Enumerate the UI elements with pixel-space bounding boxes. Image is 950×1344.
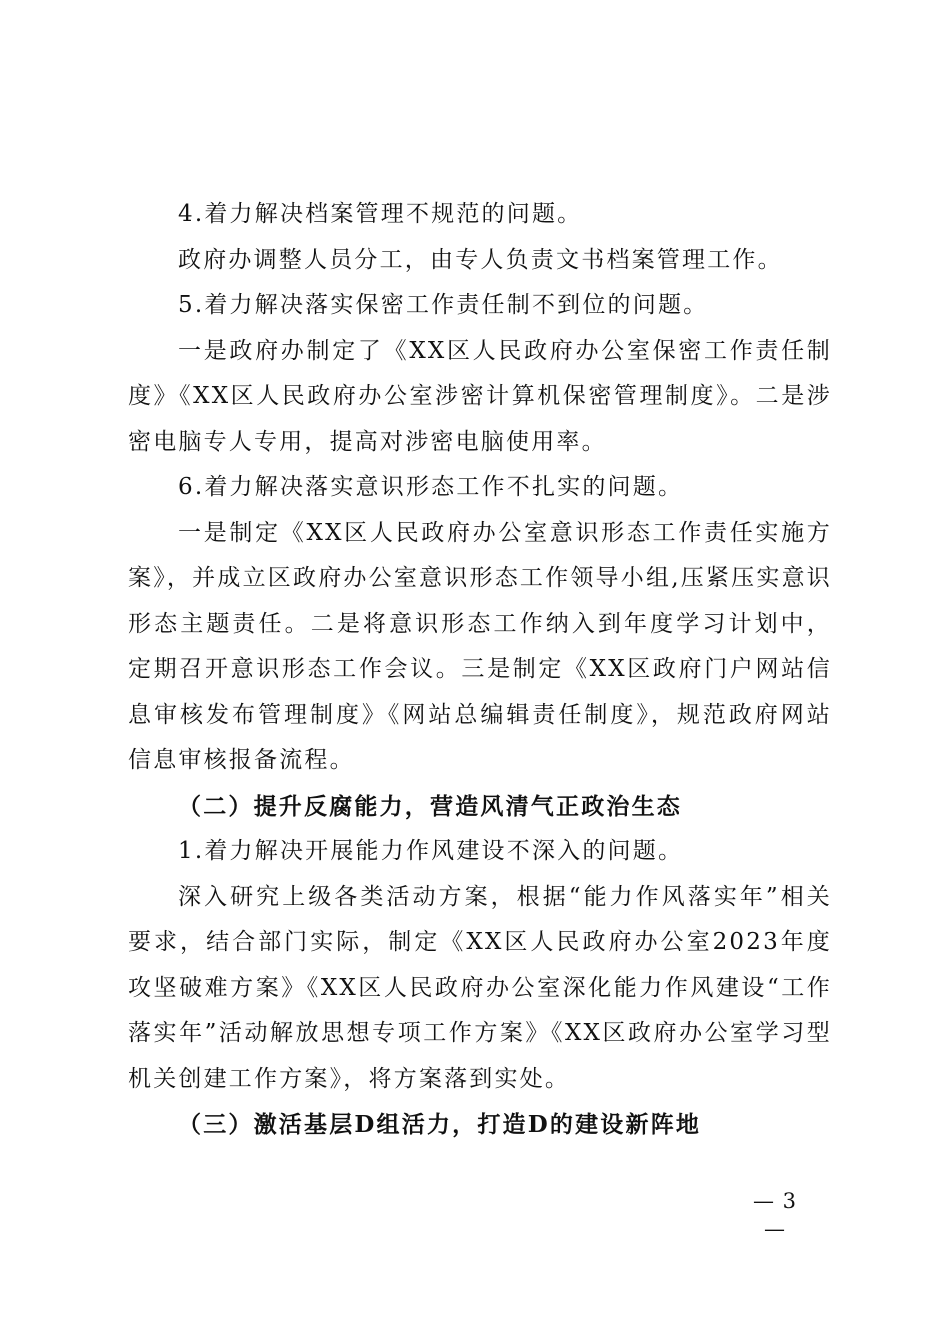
document-body	[128, 192, 832, 1148]
item-4-heading: 4.着力解决档案管理不规范的问题。	[178, 201, 583, 227]
item-5-body: 一是政府办制定了《XX区人民政府办公室保密工作责任制度》《XX区人民政府办公室涉密计算机保密管理制度》。二是涉密电脑专人专用，提高对涉密电脑使用率。	[128, 337, 832, 455]
page-number: — 3 —	[752, 1189, 798, 1241]
item-6-heading: 6.着力解决落实意识形态工作不扎实的问题。	[178, 474, 684, 500]
item-5-heading: 5.着力解决落实保密工作责任制不到位的问题。	[178, 292, 709, 318]
section-2-item-1-heading: 1.着力解决开展能力作风建设不深入的问题。	[178, 838, 684, 864]
item-4-body: 政府办调整人员分工，由专人负责文书档案管理工作。	[178, 246, 783, 273]
section-2-item-1-body: 深入研究上级各类活动方案，根据“能力作风落实年”相关要求，结合部门实际，制定《XX区人民政府办公室2023年度攻坚破难方案》《XX区人民政府办公室深化能力作风建设“工作落实年”活动解放思想专项工作方案》《XX区政府办公室学习型机关创建工作方案》，将方案落到实处。	[128, 883, 832, 1092]
item-6-body: 一是制定《XX区人民政府办公室意识形态工作责任实施方案》，并成立区政府办公室意识形态工作领导小组,压紧压实意识形态主题责任。二是将意识形态工作纳入到年度学习计划中，定期召开意识形态工作会议。三是制定《XX区政府门户网站信息审核发布管理制度》《网站总编辑责任制度》，规范政府网站信息审核报备流程。	[128, 519, 832, 773]
section-3-heading: （三）激活基层D组活力，打造D的建设新阵地	[178, 1111, 702, 1138]
section-2-heading: （二）提升反腐能力，营造风清气正政治生态	[178, 792, 682, 820]
